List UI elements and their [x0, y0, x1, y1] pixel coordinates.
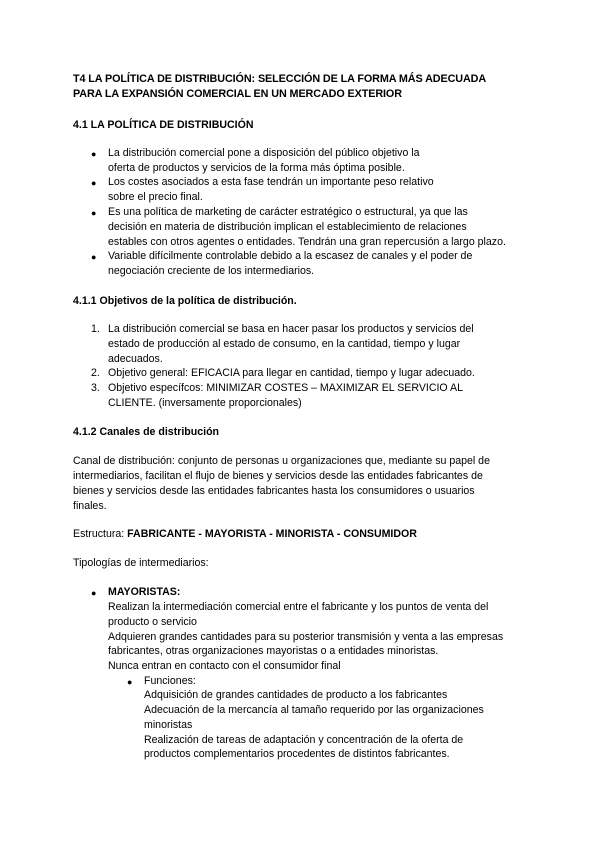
mayoristas-line-3: Adquieren grandes cantidades para su posterior transmisión y venta a las empresas: [108, 631, 504, 643]
bullet-icon: ●: [91, 149, 97, 159]
section-heading-4-1-1: 4.1.1 Objetivos de la política de distribución.: [73, 295, 297, 307]
bullet-icon: ●: [127, 677, 133, 687]
paragraph-line-1: Canal de distribución: conjunto de personas u organizaciones que, mediante su papel de: [73, 455, 490, 467]
objective-2-line-1: Objetivo general: EFICACIA para llegar en cantidad, tiempo y lugar adecuado.: [108, 367, 475, 379]
paragraph-line-2: intermediarios, facilitan el flujo de bienes y servicios desde las entidades fabricantes de: [73, 470, 483, 482]
bullet-1-line-1: La distribución comercial pone a disposición del público objetivo la: [108, 147, 420, 159]
list-number: 3.: [91, 382, 100, 394]
bullet-2-line-1: Los costes asociados a esta fase tendrán un importante peso relativo: [108, 176, 434, 188]
typologies-label: Tipologías de intermediarios:: [73, 557, 209, 569]
funciones-line-4: Realización de tareas de adaptación y concentración de la oferta de: [144, 734, 464, 746]
mayoristas-line-5: Nunca entran en contacto con el consumidor final: [108, 660, 341, 672]
objective-1-line-3: adecuados.: [108, 353, 163, 365]
mayoristas-heading: MAYORISTAS:: [108, 586, 181, 598]
bullet-3-line-3: estables con otros agentes o entidades. Tendrán una gran repercusión a largo plazo.: [108, 236, 506, 248]
mayoristas-line-2: producto o servicio: [108, 616, 197, 628]
section-heading-4-1-2: 4.1.2 Canales de distribución: [73, 426, 220, 438]
objective-3-line-1: Objetivo específcos: MINIMIZAR COSTES – MAXIMIZAR EL SERVICIO AL: [108, 382, 463, 394]
list-number: 2.: [91, 367, 100, 379]
structure-line: [73, 527, 417, 541]
document-title-line-2: PARA LA EXPANSIÓN COMERCIAL EN UN MERCADO EXTERIOR: [73, 88, 402, 100]
structure-value: FABRICANTE - MAYORISTA - MINORISTA - CONSUMIDOR: [127, 528, 417, 540]
bullet-icon: ●: [91, 588, 97, 598]
bullet-icon: ●: [91, 252, 97, 262]
section-heading-4-1: 4.1 LA POLÍTICA DE DISTRIBUCIÓN: [73, 119, 254, 131]
bullet-3-line-1: Es una política de marketing de carácter estratégico o estructural, ya que las: [108, 206, 468, 218]
funciones-line-2: Adecuación de la mercancía al tamaño requerido por las organizaciones: [144, 704, 484, 716]
paragraph-line-4: finales.: [73, 500, 107, 512]
funciones-line-3: minoristas: [144, 719, 193, 731]
objective-3-line-2: CLIENTE. (inversamente proporcionales): [108, 397, 302, 409]
list-number: 1.: [91, 323, 100, 335]
mayoristas-line-4: fabricantes, otras organizaciones mayoristas o a entidades minoristas.: [108, 645, 439, 657]
funciones-line-1: Adquisición de grandes cantidades de producto a los fabricantes: [144, 689, 448, 701]
document-title-line-1: T4 LA POLÍTICA DE DISTRIBUCIÓN: SELECCIÓN DE LA FORMA MÁS ADECUADA: [73, 73, 487, 85]
funciones-label: Funciones:: [144, 675, 196, 687]
funciones-line-5: productos complementarios procedentes de distintos fabricantes.: [144, 748, 450, 760]
objective-1-line-1: La distribución comercial se basa en hacer pasar los productos y servicios del: [108, 323, 474, 335]
structure-label: Estructura:: [73, 528, 128, 540]
paragraph-line-3: bienes y servicios desde las entidades fabricantes hasta los consumidores o usuarios: [73, 485, 475, 497]
bullet-2-line-2: sobre el precio final.: [108, 191, 203, 203]
objective-1-line-2: estado de producción al estado de consumo, en la cantidad, tiempo y lugar: [108, 338, 461, 350]
bullet-3-line-2: decisión en materia de distribución implican el establecimiento de relaciones: [108, 221, 467, 233]
bullet-4-line-2: negociación creciente de los intermediarios.: [108, 265, 315, 277]
bullet-icon: ●: [91, 178, 97, 188]
bullet-1-line-2: oferta de productos y servicios de la forma más óptima posible.: [108, 162, 405, 174]
bullet-4-line-1: Variable difícilmente controlable debido a la escasez de canales y el poder de: [108, 250, 473, 262]
bullet-icon: ●: [91, 208, 97, 218]
mayoristas-line-1: Realizan la intermediación comercial entre el fabricante y los puntos de venta del: [108, 601, 489, 613]
